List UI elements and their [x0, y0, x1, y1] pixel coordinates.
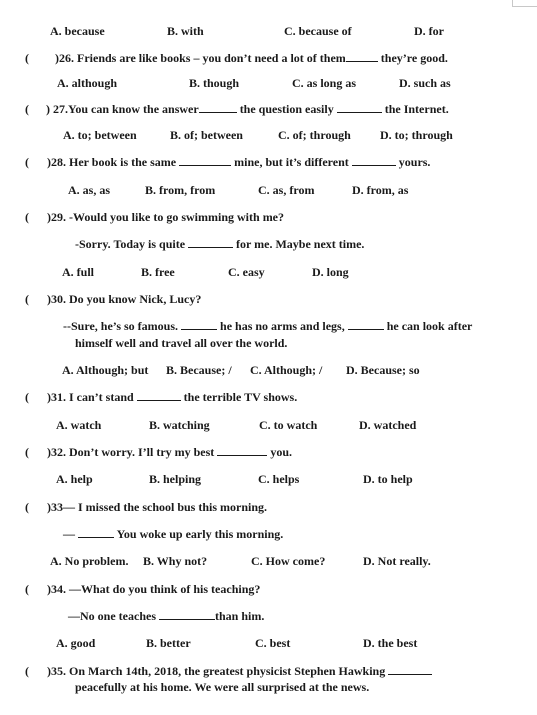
q30-reply [63, 319, 472, 333]
q30-option-b: B. Because; / [166, 363, 232, 377]
q29-blank[interactable] [188, 237, 233, 248]
q28-option-a: A. as, as [68, 183, 111, 197]
q32-stem-part2: you. [270, 445, 292, 459]
q31-stem-part1: )31. I can’t stand [47, 390, 134, 404]
q34-blank[interactable] [159, 609, 215, 620]
q26-blank[interactable] [346, 51, 378, 62]
q35-blank[interactable] [388, 664, 432, 675]
q29-option-b: B. free [141, 265, 175, 279]
q33-option-b: B. Why not? [143, 554, 208, 568]
q27-stem [46, 102, 449, 116]
q28-stem-part3: yours. [398, 155, 431, 169]
q34-reply-part1: —No one teaches [68, 609, 156, 623]
q35-stem-continued: peacefully at his home. We were all surprised at the news. [75, 680, 370, 694]
q31-stem [47, 390, 297, 404]
q33-option-a: A. No problem. [50, 554, 129, 568]
q29-reply-part1: -Sorry. Today is quite [75, 237, 186, 251]
q25-option-d: D. for [414, 24, 444, 38]
q31-option-b: B. watching [149, 418, 210, 432]
q26-option-d: D. such as [399, 76, 451, 90]
q34-option-a: A. good [56, 636, 96, 650]
q28-blank-1[interactable] [179, 155, 231, 166]
q31-paren: ( [25, 390, 29, 404]
q33-reply-text: You woke up early this morning. [116, 527, 284, 541]
q27-option-d: D. to; through [380, 128, 453, 142]
q34-paren: ( [25, 582, 29, 596]
q34-option-b: B. better [146, 636, 191, 650]
q32-option-b: B. helping [149, 472, 202, 486]
q27-option-a: A. to; between [63, 128, 137, 142]
q35-stem [47, 664, 432, 678]
q34-stem: )34. —What do you think of his teaching? [47, 582, 261, 596]
q28-stem [47, 155, 430, 169]
q29-option-c: C. easy [228, 265, 265, 279]
q29-paren: ( [25, 210, 29, 224]
q32-blank[interactable] [217, 445, 267, 456]
q32-stem [47, 445, 292, 459]
q27-stem-part2: the question easily [239, 102, 334, 116]
q30-blank-2[interactable] [348, 319, 384, 330]
q28-stem-part1: )28. Her book is the same [47, 155, 177, 169]
q33-blank[interactable] [78, 527, 114, 538]
q30-blank-1[interactable] [181, 319, 217, 330]
q30-reply-part3: he can look after [386, 319, 473, 333]
q28-blank-2[interactable] [352, 155, 396, 166]
q26-option-c: C. as long as [292, 76, 357, 90]
q34-option-c: C. best [255, 636, 291, 650]
q29-option-a: A. full [62, 265, 95, 279]
q26-stem-text: )26. Friends are like books – you don’t need a lot of them [55, 51, 346, 65]
q30-reply-continued: himself well and travel all over the world. [75, 336, 288, 350]
q31-stem-part2: the terrible TV shows. [183, 390, 298, 404]
q27-paren: ( [25, 102, 29, 116]
q27-stem-part3: the Internet. [384, 102, 449, 116]
q32-option-d: D. to help [363, 472, 413, 486]
q34-reply [68, 609, 264, 623]
q31-option-c: C. to watch [259, 418, 318, 432]
q27-blank-2[interactable] [337, 102, 382, 113]
q32-option-a: A. help [56, 472, 93, 486]
q28-stem-part2: mine, but it’s different [234, 155, 349, 169]
q33-option-d: D. Not really. [363, 554, 431, 568]
q33-reply [63, 527, 283, 541]
q26-option-a: A. although [57, 76, 118, 90]
q31-option-a: A. watch [56, 418, 102, 432]
q28-paren: ( [25, 155, 29, 169]
q27-option-c: C. of; through [278, 128, 351, 142]
q26-stem [55, 51, 448, 65]
q30-paren: ( [25, 292, 29, 306]
q30-reply-part1: --Sure, he’s so famous. [63, 319, 179, 333]
q26-stem-end: they’re good. [380, 51, 448, 65]
q28-option-d: D. from, as [352, 183, 409, 197]
page-corner-mark [512, 0, 537, 7]
q35-stem-text: )35. On March 14th, 2018, the greatest physicist Stephen Hawking [47, 664, 386, 678]
q33-stem: )33— I missed the school bus this morning. [47, 500, 268, 514]
q32-option-c: C. helps [258, 472, 300, 486]
q29-reply-part2: for me. Maybe next time. [236, 237, 365, 251]
q25-option-b: B. with [167, 24, 204, 38]
q29-option-d: D. long [312, 265, 349, 279]
q26-option-b: B. though [189, 76, 240, 90]
q29-reply [75, 237, 364, 251]
q33-option-c: C. How come? [251, 554, 326, 568]
q33-paren: ( [25, 500, 29, 514]
q28-option-b: B. from, from [145, 183, 216, 197]
q30-option-d: D. Because; so [346, 363, 420, 377]
q27-option-b: B. of; between [170, 128, 243, 142]
q30-option-c: C. Although; / [250, 363, 323, 377]
q25-option-c: C. because of [284, 24, 352, 38]
q30-stem: )30. Do you know Nick, Lucy? [47, 292, 202, 306]
q29-stem: )29. -Would you like to go swimming with me? [47, 210, 285, 224]
q32-stem-part1: )32. Don’t worry. I’ll try my best [47, 445, 215, 459]
q27-stem-part1: ) 27.You can know the answer [46, 102, 199, 116]
q26-paren: ( [25, 51, 29, 65]
q31-option-d: D. watched [359, 418, 417, 432]
q25-option-a: A. because [50, 24, 105, 38]
q30-option-a: A. Although; but [62, 363, 149, 377]
q35-paren: ( [25, 664, 29, 678]
q30-reply-part2: he has no arms and legs, [220, 319, 345, 333]
q33-reply-dash: — [63, 527, 75, 541]
q28-option-c: C. as, from [258, 183, 315, 197]
q34-reply-part2: than him. [214, 609, 265, 623]
q34-option-d: D. the best [363, 636, 418, 650]
q31-blank[interactable] [137, 390, 181, 401]
q27-blank-1[interactable] [199, 102, 237, 113]
q32-paren: ( [25, 445, 29, 459]
